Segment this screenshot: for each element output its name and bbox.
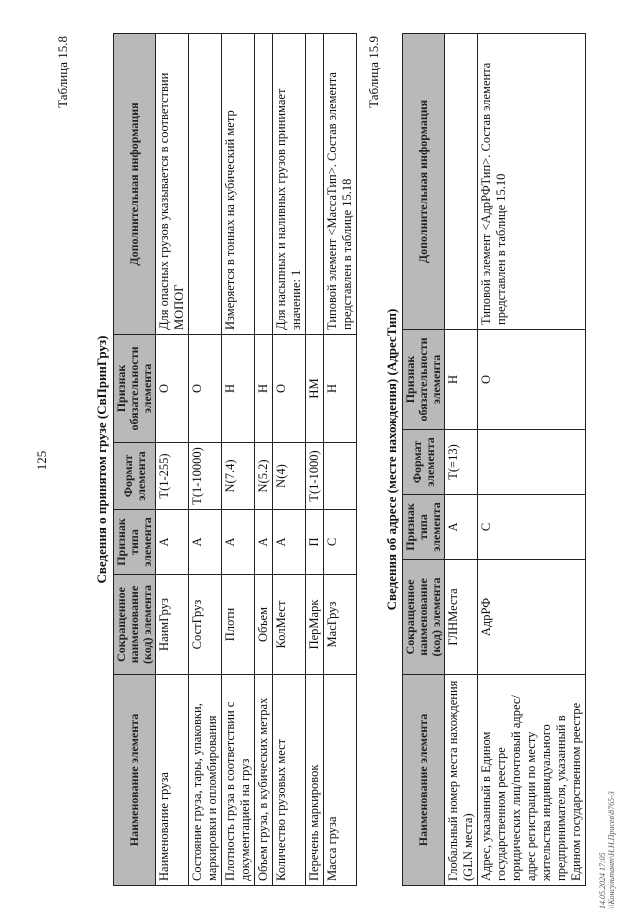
table-row: [445, 34, 478, 886]
table-cell: Наименование груза: [156, 675, 189, 886]
table-cell: Типовой элемент <АдрРФТип>. Состав элемента представлен в таблице 15.10: [478, 34, 586, 330]
table-cell: N(4): [273, 443, 306, 510]
table-cell: А: [255, 510, 273, 575]
header-cell: Формат элемента: [403, 430, 445, 495]
table-cell: Плотн: [222, 575, 255, 675]
table-row: [478, 34, 586, 886]
table-row: [324, 34, 357, 886]
table-header-row: [114, 34, 156, 886]
table-row: [306, 34, 324, 886]
table-cell: О: [478, 330, 586, 430]
header-cell: Признак типа элемента: [403, 495, 445, 560]
table-cell: [445, 34, 478, 330]
table-cell: Для опасных грузов указывается в соответствии МОПОГ: [156, 34, 189, 335]
table-cell: Объем: [255, 575, 273, 675]
table-cell: Н: [222, 335, 255, 443]
header-cell: Дополнительная информация: [403, 34, 445, 330]
table-cell: Глобальный номер места нахождения (GLN места): [445, 675, 478, 886]
table-row: [273, 34, 306, 886]
table-cell: О: [189, 335, 222, 443]
table-cell: МасГруз: [324, 575, 357, 675]
table-cell: С: [478, 495, 586, 560]
stamp-date: 14.05.2024 17:05: [598, 852, 607, 909]
table-cell: Масса груза: [324, 675, 357, 886]
stamp-path: \\Консультант\Н.Н.Присев\8765-3: [607, 791, 616, 909]
table-cell: N(5.2): [255, 443, 273, 510]
table-cell: П: [306, 510, 324, 575]
table-cell: КолМест: [273, 575, 306, 675]
table-cell: Н: [445, 330, 478, 430]
table-header-row: [403, 34, 445, 886]
table-cell: Типовой элемент <МассаТип>. Состав элемента представлен в таблице 15.18: [324, 34, 357, 335]
table-cell: ГЛНМеста: [445, 560, 478, 675]
table-cell: АдрРФ: [478, 560, 586, 675]
table-row: [255, 34, 273, 886]
table-cell: А: [189, 510, 222, 575]
table-cell: T(1-10000): [189, 443, 222, 510]
table-row: [222, 34, 255, 886]
table-cell: Объем груза, в кубических метрах: [255, 675, 273, 886]
table-cell: Адрес, указанный в Едином государственном реестре юридических лиц/почтовый адрес/адрес регистрации по месту жительства индивидуального предпринимателя, указанный в Едином государственном реестре: [478, 675, 586, 886]
page-number: 125: [34, 450, 49, 471]
table-cell: А: [156, 510, 189, 575]
table-cell: N(7.4): [222, 443, 255, 510]
table-row: [189, 34, 222, 886]
header-cell: Наименование элемента: [403, 675, 445, 886]
table-cell: НМ: [306, 335, 324, 443]
table-cell: T(1-255): [156, 443, 189, 510]
table1-title: Сведения о принятом грузе (СвПринГруз): [94, 335, 109, 584]
table-cell: ПерМарк: [306, 575, 324, 675]
table1-caption: Таблица 15.8: [55, 36, 70, 108]
table2: [402, 33, 586, 886]
header-cell: Формат элемента: [114, 443, 156, 510]
table-cell: T(=13): [445, 430, 478, 495]
table-cell: Плотность груза в соответствии с документацией на груз: [222, 675, 255, 886]
table1: [113, 33, 357, 886]
table-cell: Состояние груза, тары, упаковки, маркировки и опломбирования: [189, 675, 222, 886]
table-cell: О: [156, 335, 189, 443]
table-cell: [189, 34, 222, 335]
table-cell: А: [445, 495, 478, 560]
table-row: [156, 34, 189, 886]
table-cell: [478, 430, 586, 495]
table-cell: СостГруз: [189, 575, 222, 675]
table-cell: А: [273, 510, 306, 575]
header-cell: Наименование элемента: [114, 675, 156, 886]
table-cell: [306, 34, 324, 335]
table-cell: T(1-1000): [306, 443, 324, 510]
table-cell: О: [273, 335, 306, 443]
table-cell: Количество грузовых мест: [273, 675, 306, 886]
header-cell: Сокращенное наименование (код) элемента: [114, 575, 156, 675]
table2-title: Сведения об адресе (месте нахождения) (АдресТип): [384, 308, 399, 611]
table2-caption: Таблица 15.9: [366, 36, 381, 108]
table-cell: Н: [324, 335, 357, 443]
table-cell: Измеряется в тоннах на кубический метр: [222, 34, 255, 335]
table-cell: Для насыпных и наливных грузов принимает значение: 1: [273, 34, 306, 335]
table-cell: С: [324, 510, 357, 575]
table-cell: Н: [255, 335, 273, 443]
table-cell: [255, 34, 273, 335]
table-cell: [324, 443, 357, 510]
header-cell: Признак типа элемента: [114, 510, 156, 575]
table-cell: НаимГруз: [156, 575, 189, 675]
print-stamp: [598, 791, 616, 909]
header-cell: Дополнительная информация: [114, 34, 156, 335]
table-cell: А: [222, 510, 255, 575]
header-cell: Признак обязательности элемента: [114, 335, 156, 443]
header-cell: Признак обязательности элемента: [403, 330, 445, 430]
table-cell: Перечень маркировок: [306, 675, 324, 886]
header-cell: Сокращенное наименование (код) элемента: [403, 560, 445, 675]
